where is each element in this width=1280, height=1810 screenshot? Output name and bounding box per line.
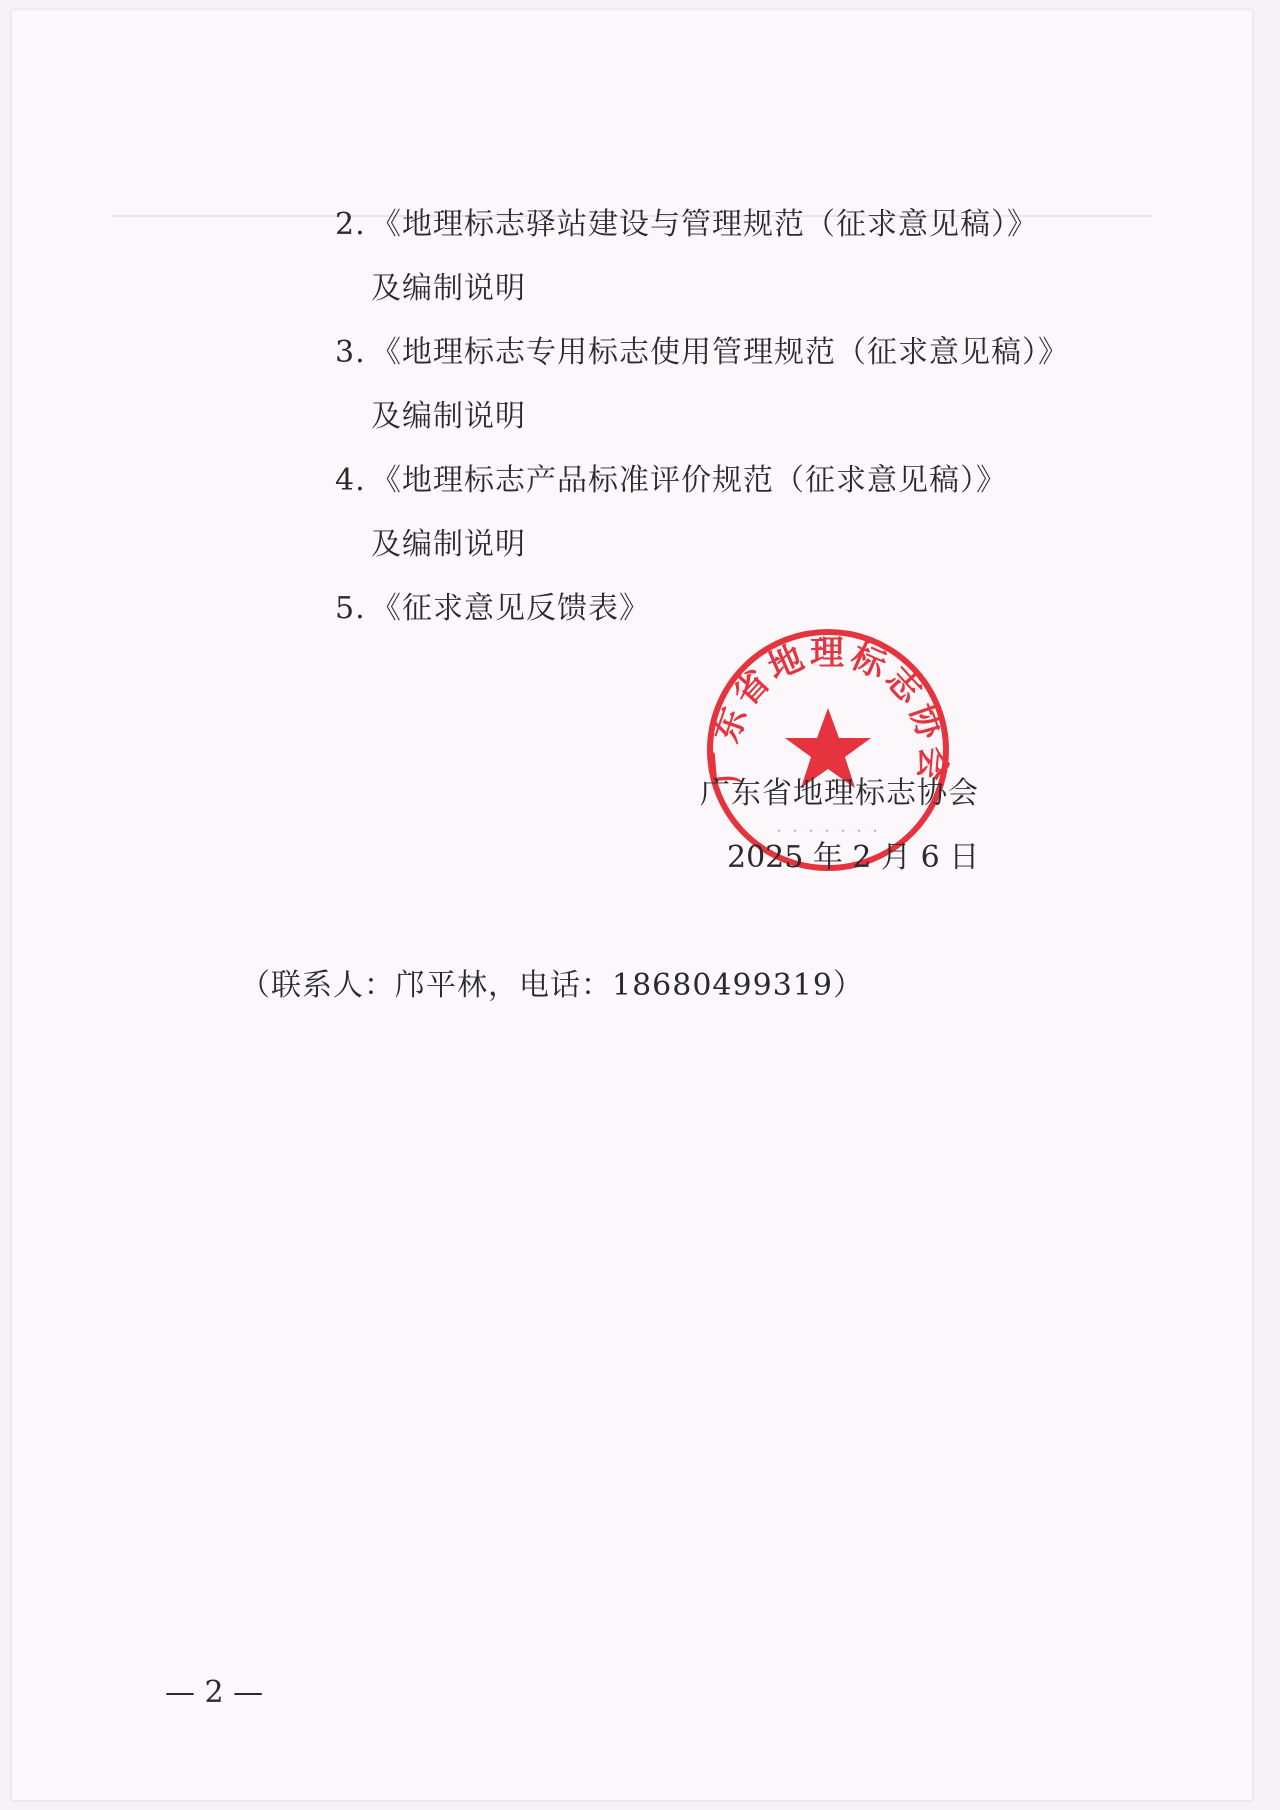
attachment-continuation: 及编制说明 xyxy=(371,399,526,434)
attachment-number: 2. xyxy=(335,207,366,242)
seal-text: 广东省地理标志协会 xyxy=(704,633,954,786)
attachment-list xyxy=(335,193,1069,641)
attachment-item-2 xyxy=(335,193,1069,257)
signature-date: 2025 年 2 月 6 日 xyxy=(727,840,980,875)
attachment-item-3 xyxy=(335,321,1069,385)
attachment-item-4 xyxy=(335,449,1069,513)
attachment-number: 3. xyxy=(335,335,366,370)
attachment-continuation: 及编制说明 xyxy=(371,271,526,306)
attachment-number: 4. xyxy=(335,463,366,498)
attachment-title: 《地理标志产品标准评价规范（征求意见稿）》 xyxy=(371,463,1007,498)
attachment-title: 《地理标志驿站建设与管理规范（征求意见稿）》 xyxy=(371,207,1038,242)
attachment-title: 《地理标志专用标志使用管理规范（征求意见稿）》 xyxy=(371,335,1069,370)
attachment-number: 5. xyxy=(335,591,366,626)
page-number: — 2 — xyxy=(165,1675,264,1710)
seal-serial: · · · · · · · xyxy=(775,826,881,837)
contact-info: （联系人：邝平林，电话：18680499319） xyxy=(240,968,864,1003)
signature-organization: 广东省地理标志协会 xyxy=(700,776,979,811)
attachment-continuation: 及编制说明 xyxy=(371,527,526,562)
attachment-title: 《征求意见反馈表》 xyxy=(371,591,650,626)
